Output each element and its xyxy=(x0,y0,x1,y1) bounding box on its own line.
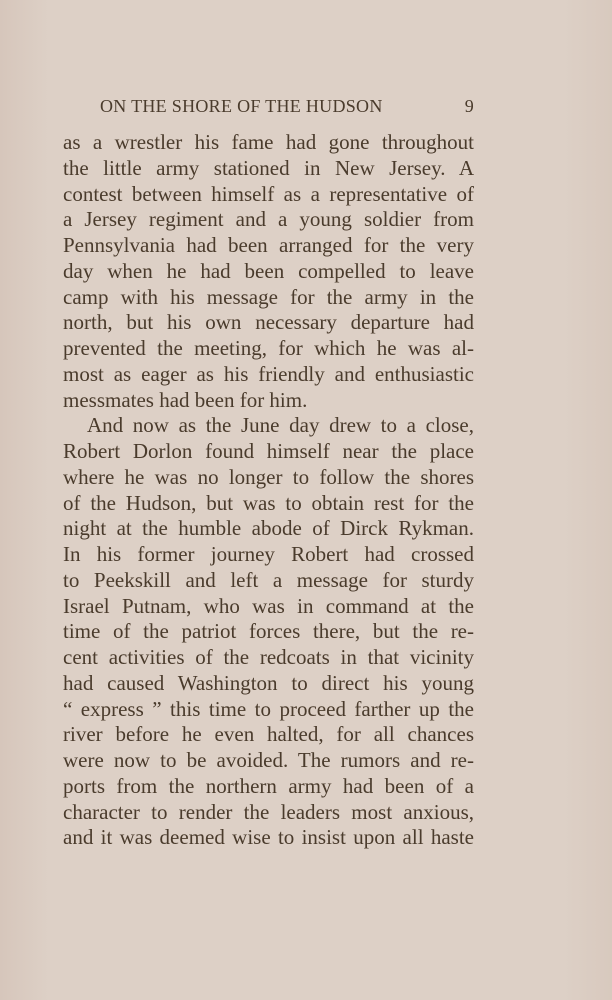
text-line: where he was no longer to follow the shores xyxy=(63,464,474,489)
text-line: prevented the meeting, for which he was al- xyxy=(63,336,474,360)
text-line: day when he had been compelled to leave xyxy=(63,258,474,283)
text-line: messmates had been for him. xyxy=(63,387,308,412)
text-line: most as eager as his friendly and enthusiastic xyxy=(63,361,474,386)
text-line: In his former journey Robert had crossed xyxy=(63,542,474,566)
text-line: river before he even halted, for all chances xyxy=(63,722,474,747)
text-line: contest between himself as a representative of xyxy=(63,181,474,206)
text-line: had caused Washington to direct his young xyxy=(63,670,474,695)
text-line: Robert Dorlon found himself near the place xyxy=(63,439,474,463)
text-line: north, but his own necessary departure had xyxy=(63,310,474,335)
text-line: Israel Putnam, who was in command at the xyxy=(63,593,474,618)
text-line: And now as the June day drew to a close, xyxy=(87,413,474,438)
text-line: Pennsylvania had been arranged for the very xyxy=(63,233,474,257)
text-line: cent activities of the redcoats in that vicinity xyxy=(63,645,474,669)
text-line: to Peekskill and left a message for sturdy xyxy=(63,567,474,592)
running-title: ON THE SHORE OF THE HUDSON xyxy=(100,96,383,116)
running-header xyxy=(100,96,474,117)
text-line: night at the humble abode of Dirck Rykman. xyxy=(63,516,474,541)
text-line: a Jersey regiment and a young soldier from xyxy=(63,207,474,232)
text-line: and it was deemed wise to insist upon all haste xyxy=(63,825,474,850)
page-number: 9 xyxy=(464,96,474,116)
text-line: “ express ” this time to proceed farther up the xyxy=(63,696,474,721)
body-text xyxy=(63,130,474,851)
text-line: character to render the leaders most anxious, xyxy=(63,799,474,824)
text-line: the little army stationed in New Jersey. A xyxy=(63,155,474,180)
text-line: camp with his message for the army in the xyxy=(63,284,474,309)
text-line: were now to be avoided. The rumors and re- xyxy=(63,748,474,772)
text-line: ports from the northern army had been of a xyxy=(63,773,474,798)
text-line: as a wrestler his fame had gone throughout xyxy=(63,130,474,154)
text-line: time of the patriot forces there, but the re- xyxy=(63,619,474,644)
text-line: of the Hudson, but was to obtain rest for the xyxy=(63,490,474,515)
